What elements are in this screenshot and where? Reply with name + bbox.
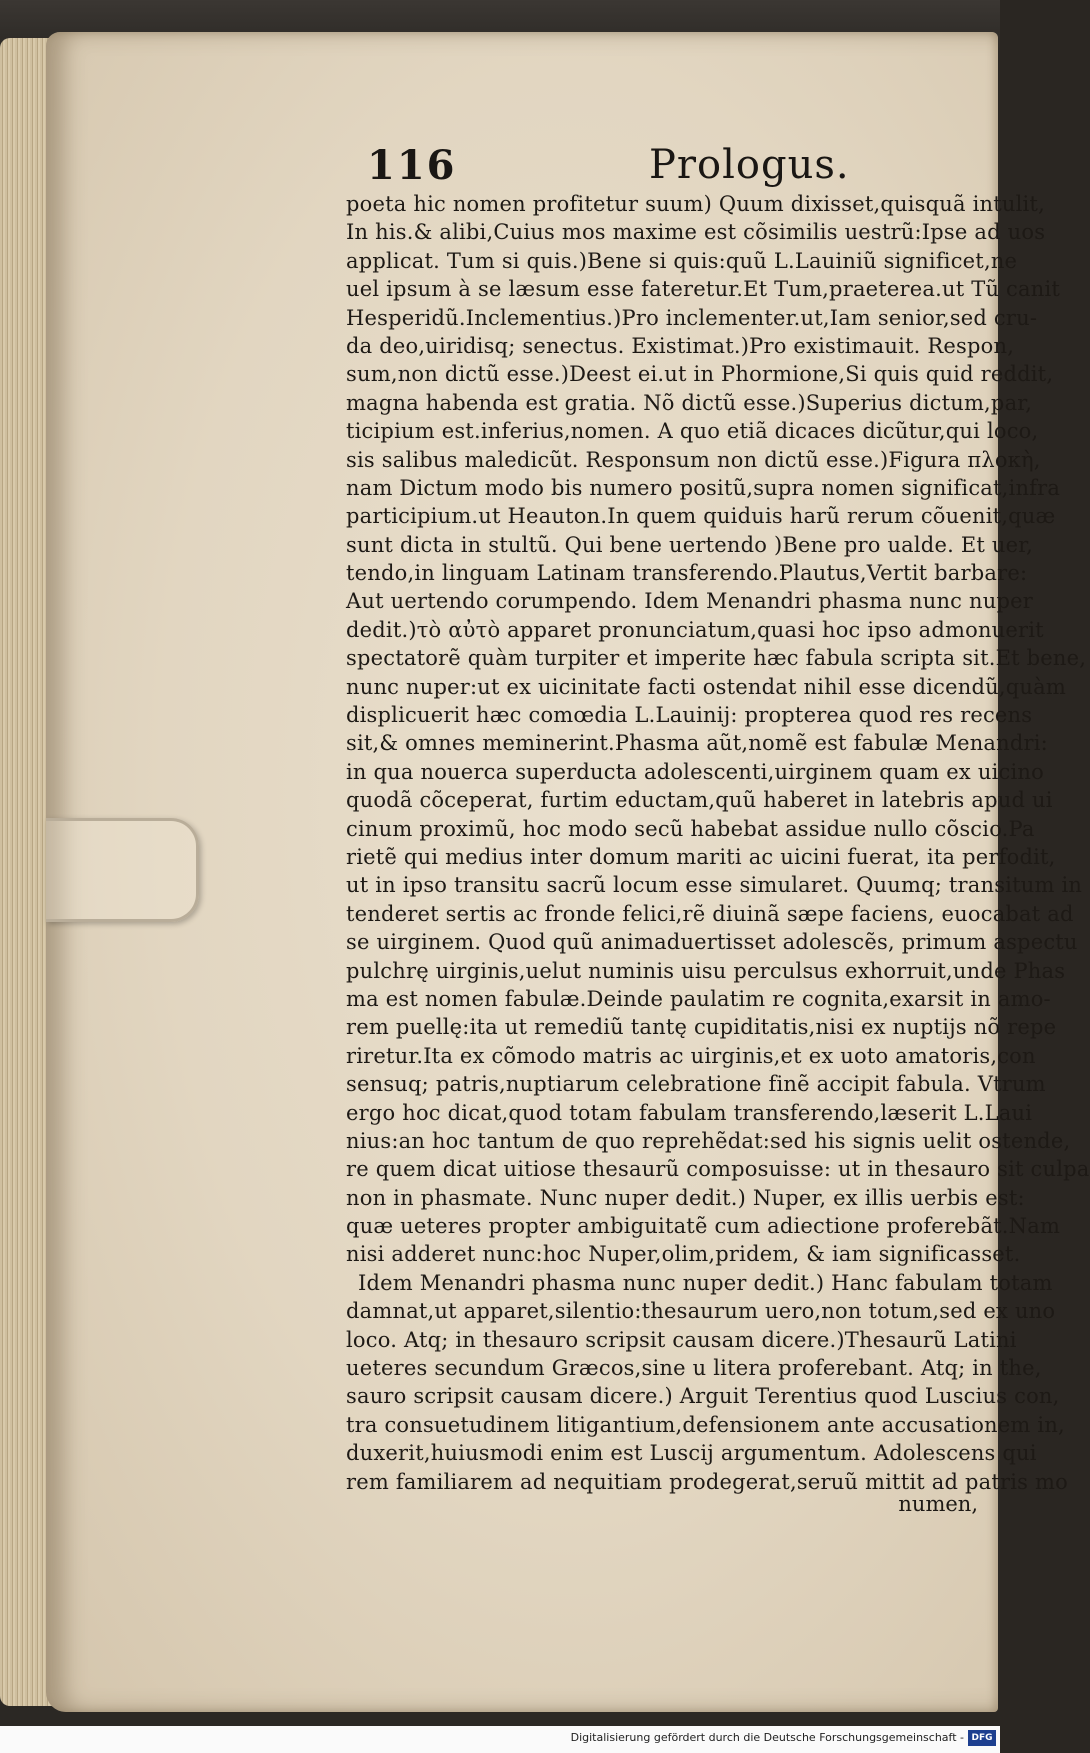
text-line: participium.ut Heauton.In quem quiduis harũ rerum cõuenit,quæ	[346, 504, 1056, 529]
dfg-logo: DFG	[968, 1730, 996, 1746]
page-number: 116	[367, 142, 457, 189]
footer-credit: Digitalisierung gefördert durch die Deutsche Forschungsgemeinschaft -	[570, 1731, 964, 1744]
text-line: tendo,in linguam Latinam transferendo.Plautus,Vertit barbare:	[346, 561, 1028, 586]
text-line: displicuerit hæc comœdia L.Lauinij: propterea quod res recens	[346, 703, 1033, 728]
digitization-footer	[0, 1726, 1000, 1753]
text-line: nius:an hoc tantum de quo reprehẽdat:sed his signis uelit ostende,	[346, 1128, 1071, 1153]
text-line: dedit.)τὸ αὐτὸ apparet pronunciatum,quasi hoc ipso admonuerit	[346, 617, 1044, 642]
text-line: In his.& alibi,Cuius mos maxime est cõsimilis uestrũ:Ipse ad uos	[346, 220, 1046, 245]
text-line: spectatorẽ quàm turpiter et imperite hæc fabula scripta sit.Et bene,	[346, 646, 1087, 671]
running-title: Prologus.	[649, 142, 850, 188]
text-line: damnat,ut apparet,silentio:thesaurum uero,non totum,sed ex uno	[346, 1299, 1056, 1324]
text-line: quæ ueteres propter ambiguitatẽ cum adiectione proferebãt.Nam	[346, 1214, 1061, 1239]
catchword: numen,	[898, 1492, 978, 1516]
text-line: sauro scripsit causam dicere.) Arguit Terentius quod Luscius con,	[346, 1384, 1060, 1409]
body-text	[346, 190, 1090, 1496]
text-line: in qua nouerca superducta adolescenti,uirginem quam ex uicino	[346, 759, 1044, 784]
text-line: magna habenda est gratia. Nõ dictũ esse.)Superius dictum,par,	[346, 390, 1033, 415]
text-line: ticipium est.inferius,nomen. A quo etiã dicaces dicũtur,qui loco,	[346, 419, 1039, 444]
catchword-area	[898, 1492, 978, 1516]
text-line: ma est nomen fabulæ.Deinde paulatim re cognita,exarsit in amo-	[346, 986, 1051, 1011]
text-line: Hesperidũ.Inclementius.)Pro inclementer.ut,Iam senior,sed cru-	[346, 305, 1038, 330]
text-line: non in phasmate. Nunc nuper dedit.) Nuper, ex illis uerbis est:	[346, 1185, 1025, 1210]
book-page	[46, 32, 1090, 1712]
text-line: sis salibus maledicũt. Responsum non dictũ esse.)Figura πλοκὴ,	[346, 447, 1041, 472]
text-line: se uirginem. Quod quũ animaduertisset adolescẽs, primum aspectu	[346, 930, 1078, 955]
text-line: applicat. Tum si quis.)Bene si quis:quũ L.Lauiniũ significet,ne	[346, 248, 1018, 273]
text-line: tra consuetudinem litigantium,defensionem ante accusationem in,	[346, 1412, 1065, 1437]
text-line: quodã cõceperat, furtim eductam,quũ haberet in latebris apud ui	[346, 788, 1053, 813]
text-line: cinum proximũ, hoc modo secũ habebat assidue nullo cõscio.Pa	[346, 816, 1035, 841]
text-line: sunt dicta in stultũ. Qui bene uertendo )Bene pro ualde. Et uer,	[346, 532, 1034, 557]
text-line: ueteres secundum Græcos,sine u litera proferebant. Atq; in the,	[346, 1356, 1042, 1381]
text-line: pulchrę uirginis,uelut numinis uisu perculsus exhorruit,unde Phas	[346, 958, 1066, 983]
text-line: rietẽ qui medius inter domum mariti ac uicini fuerat, ita perfodit,	[346, 844, 1056, 869]
text-line: re quem dicat uitiose thesaurũ composuisse: ut in thesauro sit culpa	[346, 1157, 1090, 1182]
text-line: sensuq; patris,nuptiarum celebratione finẽ accipit fabula. Vtrum	[346, 1072, 1046, 1097]
text-line: duxerit,huiusmodi enim est Luscij argumentum. Adolescens qui	[346, 1441, 1037, 1466]
text-line: nam Dictum modo bis numero positũ,supra nomen significat,infra	[346, 475, 1061, 500]
text-line: da deo,uiridisq; senectus. Existimat.)Pro existimauit. Respon,	[346, 333, 1015, 358]
text-line: nisi adderet nunc:hoc Nuper,olim,pridem, & iam significasset.	[346, 1242, 1021, 1267]
text-line: ut in ipso transitu sacrũ locum esse simularet. Quumq; transitum in	[346, 873, 1083, 898]
text-line: tenderet sertis ac fronde felici,rẽ diuinã sæpe faciens, euocabat ad	[346, 901, 1074, 926]
text-line: Idem Menandri phasma nunc nuper dedit.) Hanc fabulam totam	[358, 1270, 1053, 1295]
text-line: sit,& omnes meminerint.Phasma aũt,nomẽ est fabulæ Menandri:	[346, 731, 1048, 756]
text-line: loco. Atq; in thesauro scripsit causam dicere.)Thesaurũ Latini	[346, 1327, 1017, 1352]
text-line: riretur.Ita ex cõmodo matris ac uirginis,et ex uoto amatoris,con	[346, 1043, 1036, 1068]
text-line: poeta hic nomen profitetur suum) Quum dixisset,quisquã intulit,	[346, 192, 1045, 216]
page-clip	[46, 818, 199, 922]
text-line: Aut uertendo corumpendo. Idem Menandri phasma nunc nuper	[346, 589, 1033, 614]
text-line: uel ipsum à se læsum esse fateretur.Et Tum,praeterea.ut Tũ canit	[346, 277, 1061, 302]
text-line: sum,non dictũ esse.)Deest ei.ut in Phormione,Si quis quid reddit,	[346, 362, 1054, 387]
text-line: ergo hoc dicat,quod totam fabulam transferendo,læserit L.Laui	[346, 1100, 1033, 1125]
text-line: rem familiarem ad nequitiam prodegerat,seruũ mittit ad patris mo	[346, 1469, 1068, 1494]
text-line: nunc nuper:ut ex uicinitate facti ostendat nihil esse dicendũ,quàm	[346, 674, 1066, 699]
text-line: rem puellę:ita ut remediũ tantę cupiditatis,nisi ex nuptijs nõ repe	[346, 1015, 1057, 1040]
